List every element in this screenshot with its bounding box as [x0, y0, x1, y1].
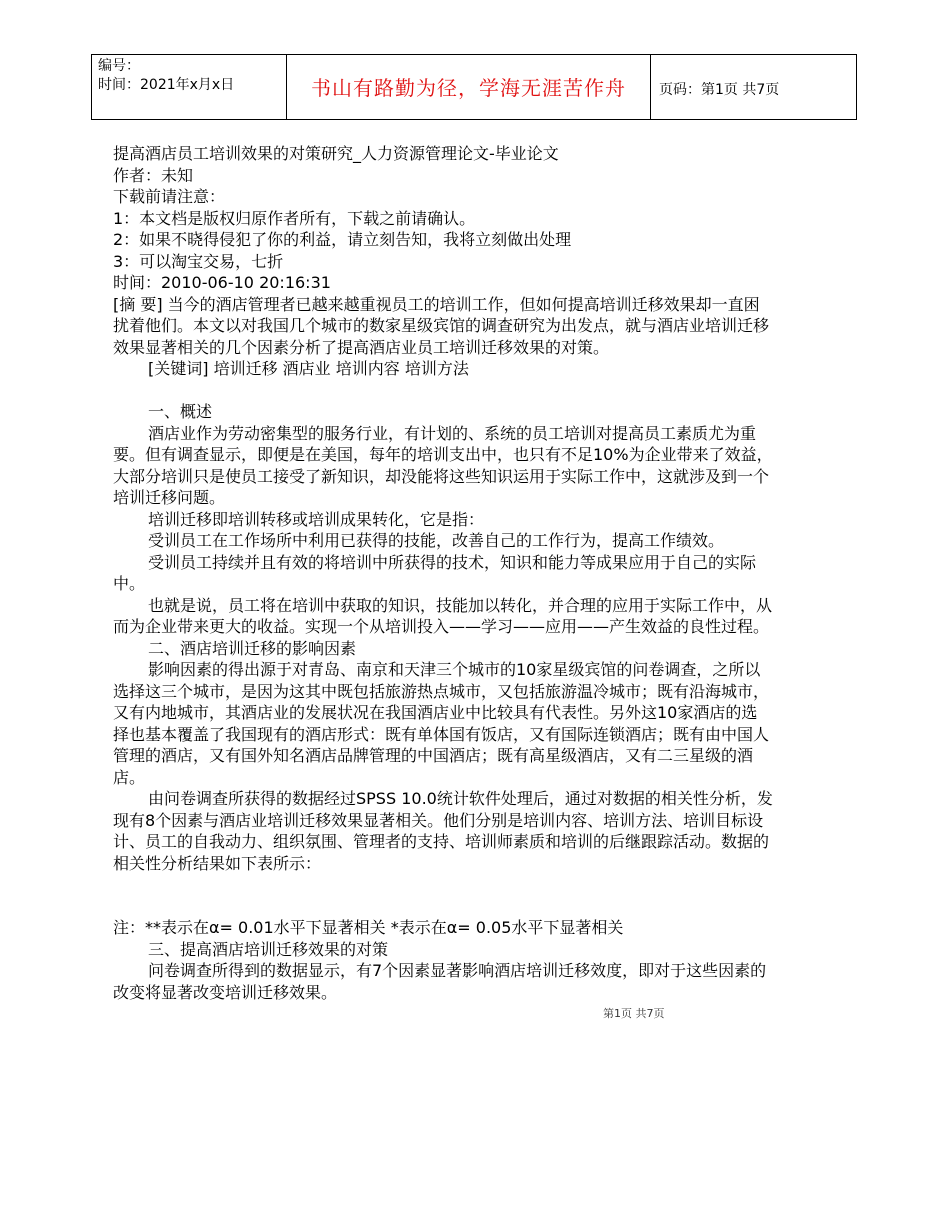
notice-item: 3：可以淘宝交易，七折 [113, 251, 284, 271]
paragraph: 受训员工在工作场所中利用已获得的技能，改善自己的工作行为，提高工作绩效。 [148, 531, 725, 550]
section-1-title: 一、概述 [148, 402, 213, 421]
keywords: [关键词] 培训迁移 酒店业 培训内容 培训方法 [148, 359, 469, 378]
notice-item: 2：如果不晓得侵犯了你的利益，请立刻告知，我将立刻做出处理 [113, 230, 572, 249]
page-footer-mark: 第1页 共7页 [603, 1007, 665, 1020]
paragraph: 酒店业作为劳动密集型的服务行业，有计划的、系统的员工培训对提高员工素质尤为重要。但有调查显示，即便是在美国，每年的培训支出中，也只有不足10%为企业带来了效益，大部分培训只是使员工接受了新知识，却没能将这些知识运用于实际工作中，这就涉及到一个培训迁移问题。 [113, 423, 773, 507]
doc-author: 作者：未知 [113, 165, 194, 185]
section-2-title: 二、酒店培训迁移的影响因素 [148, 638, 357, 658]
abstract: [摘 要] 当今的酒店管理者已越来越重视员工的培训工作，但如何提高培训迁移效果却一直困扰着他们。本文以对我国几个城市的数家星级宾馆的调查研究为出发点，就与酒店业培训迁移效果显著相关的几个因素分析了提高酒店业员工培训迁移效果的对策。 [113, 294, 770, 357]
paragraph: 培训迁移即培训转移或培训成果转化，它是指： [148, 509, 485, 529]
paragraph: 问卷调查所得到的数据显示，有7个因素显著影响酒店培训迁移效度，即对于这些因素的改变将显著改变培训迁移效果。 [113, 961, 767, 1002]
notice-heading: 下载前请注意： [113, 187, 226, 206]
table-note: 注：**表示在α= 0.01水平下显著相关 *表示在α= 0.05水平下显著相关 [113, 918, 624, 937]
paragraph: 由问卷调查所获得的数据经过SPSS 10.0统计软件处理后，通过对数据的相关性分析，发现有8个因素与酒店业培训迁移效果显著相关。他们分别是培训内容、培训方法、培训目标设计、员工的自我动力、组织氛围、管理者的支持、培训师素质和培训的后继跟踪活动。数据的相关性分析结果如下表所示： [113, 789, 773, 873]
notice-item: 1：本文档是版权归原作者所有，下载之前请确认。 [113, 208, 476, 228]
header-motto: 书山有路勤为径，学海无涯苦作舟 [311, 76, 626, 100]
doc-title: 提高酒店员工培训效果的对策研究_人力资源管理论文-毕业论文 [113, 144, 559, 163]
header-date-label: 时间：2021年x月x日 [98, 77, 235, 93]
section-3-title: 三、提高酒店培训迁移效果的对策 [148, 939, 389, 959]
header-meta [98, 57, 234, 95]
header-number-label: 编号： [98, 58, 140, 74]
header-divider [650, 54, 651, 120]
paragraph: 也就是说，员工将在培训中获取的知识，技能加以转化，并合理的应用于实际工作中，从而为企业带来更大的收益。实现一个从培训投入——学习——应用——产生效益的良性过程。 [113, 595, 773, 636]
header-page-label: 页码：第1页 共7页 [659, 82, 780, 98]
doc-time: 时间：2010-06-10 20:16:31 [113, 273, 331, 292]
paragraph: 影响因素的得出源于对青岛、南京和天津三个城市的10家星级宾馆的问卷调查，之所以选择这三个城市，是因为这其中既包括旅游热点城市，又包括旅游温冷城市；既有沿海城市，又有内地城市，其酒店业的发展状况在我国酒店业中比较具有代表性。另外这10家酒店的选择也基本覆盖了我国现有的酒店形式：既有单体国有饭店，又有国际连锁酒店；既有由中国人管理的酒店，又有国外知名酒店品牌管理的中国酒店；既有高星级酒店，又有二三星级的酒店。 [113, 660, 770, 787]
document-body [113, 143, 773, 1003]
paragraph: 受训员工持续并且有效的将培训中所获得的技术，知识和能力等成果应用于自己的实际中。 [113, 552, 757, 593]
